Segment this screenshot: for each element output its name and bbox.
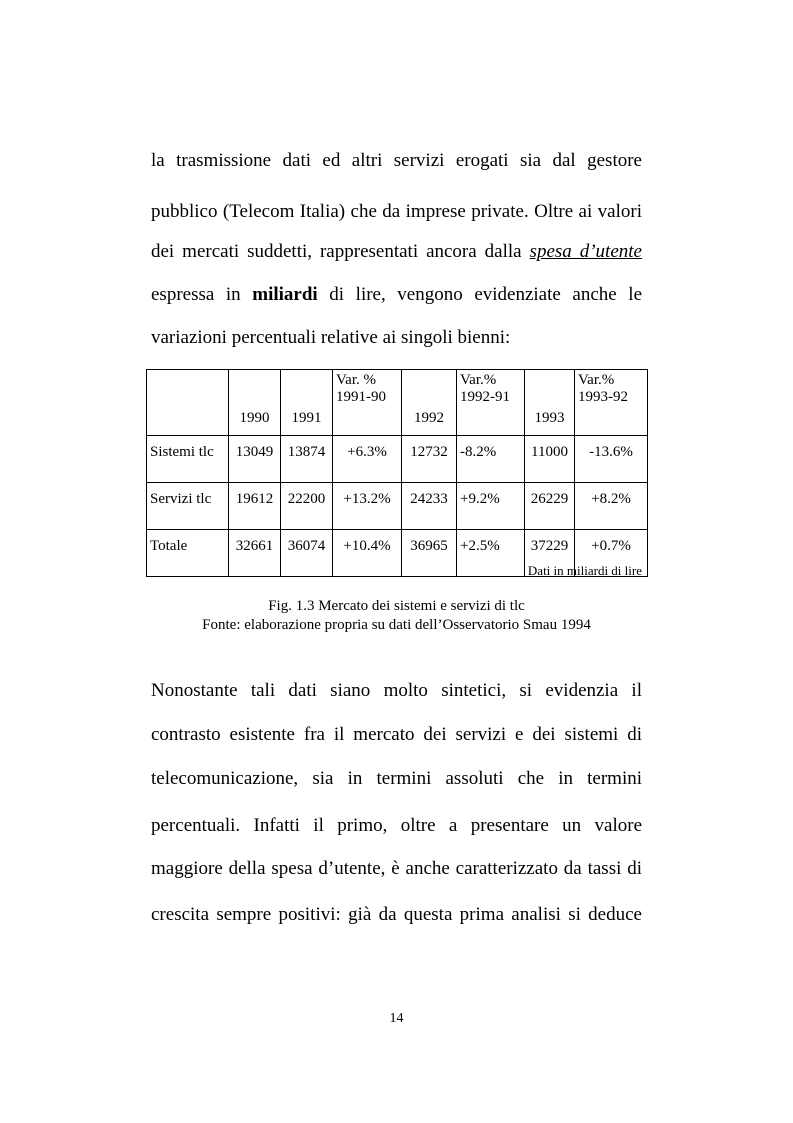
table-cell: +0.7% [575, 530, 648, 577]
text-line: maggiore della spesa d’utente, è anche caratterizzato da tassi di [151, 858, 642, 879]
table-cell: +10.4% [333, 530, 402, 577]
table-cell: 32661 [229, 530, 281, 577]
text-line: crescita sempre positivi: già da questa prima analisi si deduce [151, 904, 642, 925]
row-label: Sistemi tlc [147, 436, 229, 483]
table-cell: 12732 [402, 436, 457, 483]
table-cell: -8.2% [457, 436, 525, 483]
row-label: Totale [147, 530, 229, 577]
header-cell-1993: 1993 [525, 370, 575, 436]
table-cell: 13049 [229, 436, 281, 483]
text-line: variazioni percentuali relative ai singoli bienni: [151, 327, 511, 348]
table-cell: 13874 [281, 436, 333, 483]
table-cell: 11000 [525, 436, 575, 483]
text-segment: dei mercati suddetti, rappresentati ancora dalla [151, 241, 530, 262]
header-cell-empty [147, 370, 229, 436]
table-note: Dati in miliardi di lire [527, 563, 642, 578]
emphasis-spesa-utente: spesa d’utente [529, 241, 642, 262]
table-row [147, 436, 648, 483]
text-line: pubblico (Telecom Italia) che da imprese private. Oltre ai valori [151, 201, 642, 222]
figure-caption-source: Fonte: elaborazione propria su dati dell’Osservatorio Smau 1994 [202, 617, 591, 633]
header-cell-var-1993-92 [575, 370, 648, 436]
header-cell-1992: 1992 [402, 370, 457, 436]
table-cell: +6.3% [333, 436, 402, 483]
header-line: 1993-92 [578, 389, 628, 405]
table-cell: 26229 [525, 483, 575, 530]
table-cell: 37229 [525, 530, 575, 577]
table-cell: +8.2% [575, 483, 648, 530]
text-segment: espressa in [151, 284, 253, 305]
table-cell: +9.2% [457, 483, 525, 530]
text-line: telecomunicazione, sia in termini assoluti che in termini [151, 768, 642, 789]
bold-miliardi: miliardi [252, 284, 318, 305]
text-line: contrasto esistente fra il mercato dei servizi e dei sistemi di [151, 724, 642, 745]
header-line: 1992-91 [460, 389, 510, 405]
text-line: la trasmissione dati ed altri servizi erogati sia dal gestore [151, 150, 642, 171]
header-cell-var-1992-91 [457, 370, 525, 436]
header-line: Var.% [578, 372, 615, 388]
table-cell: 36074 [281, 530, 333, 577]
header-line: Var.% [460, 372, 497, 388]
market-table [146, 369, 648, 577]
table-cell: 24233 [402, 483, 457, 530]
header-line: Var. % [336, 372, 376, 388]
text-line: percentuali. Infatti il primo, oltre a presentare un valore [151, 815, 642, 836]
text-segment: di lire, vengono evidenziate anche le [317, 284, 643, 305]
header-cell-1990: 1990 [229, 370, 281, 436]
text-line: Nonostante tali dati siano molto sintetici, si evidenzia il [151, 680, 642, 701]
page-number: 14 [389, 1011, 404, 1026]
text-line [151, 283, 642, 307]
text-line [151, 240, 642, 264]
figure-caption-title: Fig. 1.3 Mercato dei sistemi e servizi di tlc [268, 598, 525, 614]
table-cell: 22200 [281, 483, 333, 530]
table-header-row [147, 370, 648, 436]
table-cell: +13.2% [333, 483, 402, 530]
table-row [147, 483, 648, 530]
header-line: 1991-90 [336, 389, 386, 405]
table-cell: 36965 [402, 530, 457, 577]
header-cell-1991: 1991 [281, 370, 333, 436]
table-cell: 19612 [229, 483, 281, 530]
row-label: Servizi tlc [147, 483, 229, 530]
header-cell-var-1991-90 [333, 370, 402, 436]
table-cell: -13.6% [575, 436, 648, 483]
table-cell: +2.5% [457, 530, 525, 577]
